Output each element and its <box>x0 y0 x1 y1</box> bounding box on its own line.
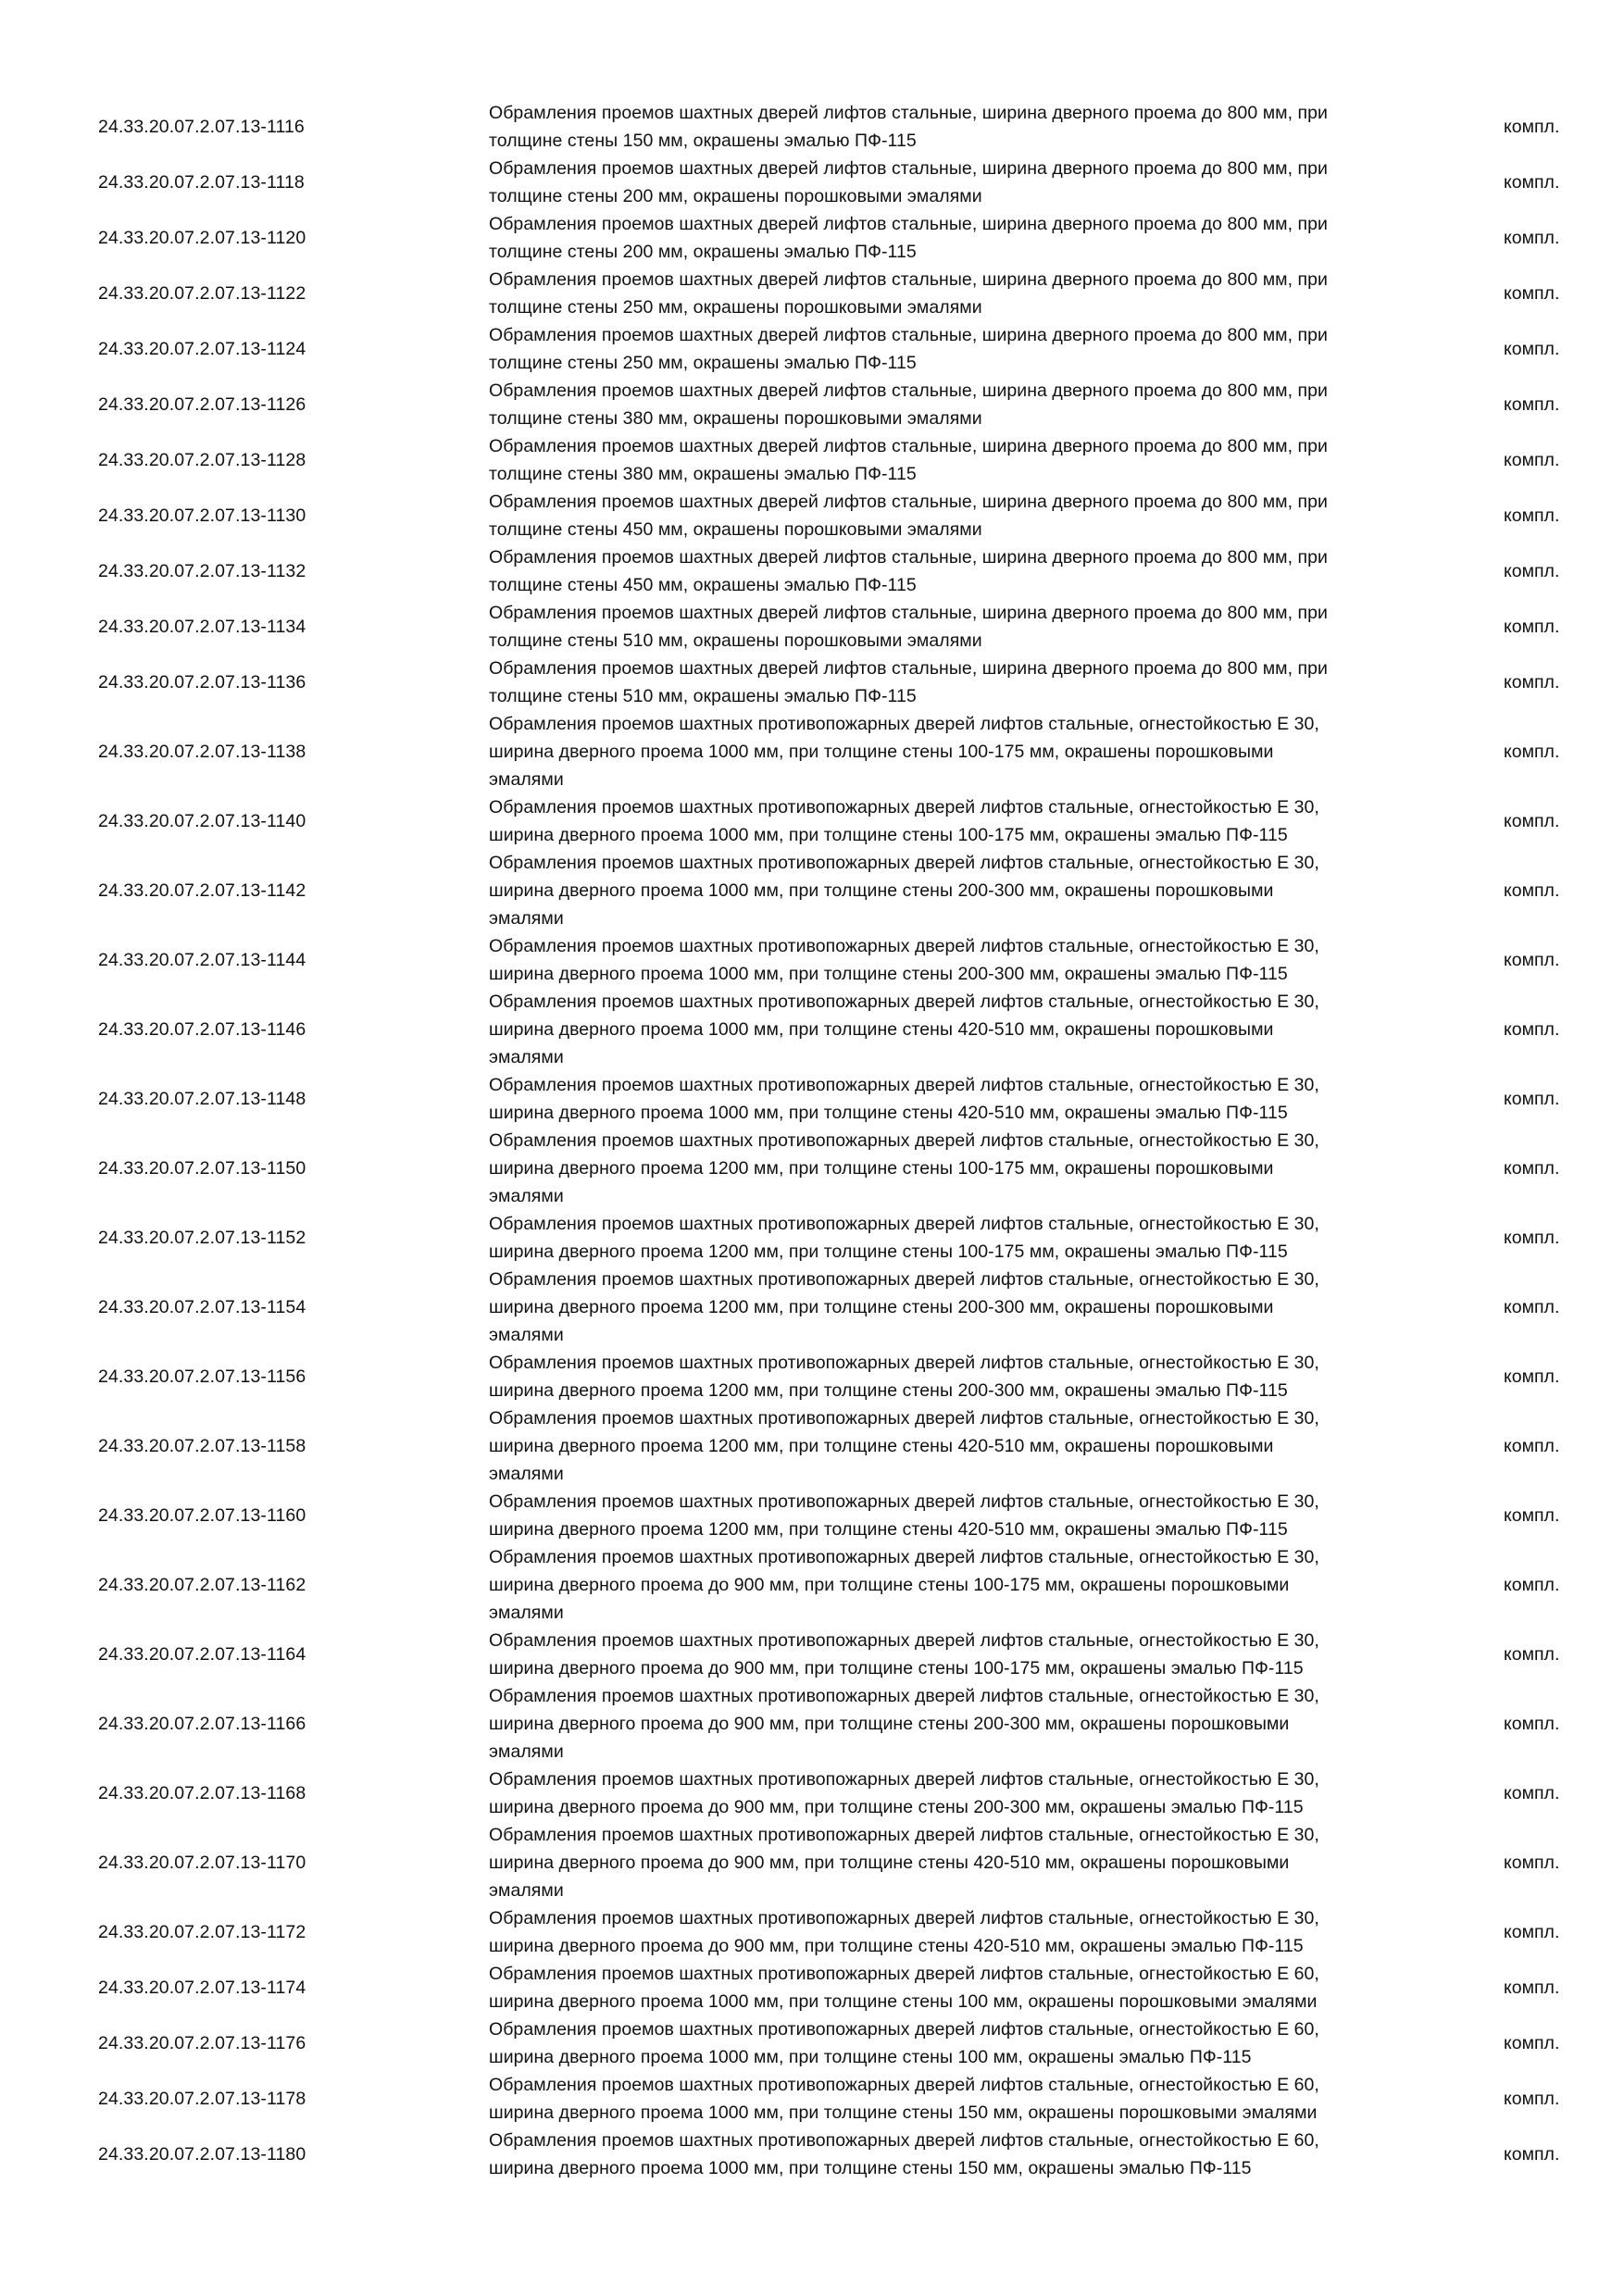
unit-of-measure: компл. <box>1504 742 1560 762</box>
table-row <box>0 1960 1624 2015</box>
unit-of-measure: компл. <box>1504 1158 1560 1179</box>
table-row <box>0 266 1624 321</box>
description-line: Обрамления проемов шахтных дверей лифтов стальные, ширина дверного проема до 800 мм, при <box>489 547 1328 568</box>
resource-code: 24.33.20.07.2.07.13-1150 <box>98 1158 306 1179</box>
unit-of-measure: компл. <box>1504 1853 1560 1873</box>
description-line: толщине стены 250 мм, окрашены порошковыми эмалями <box>489 297 982 318</box>
resource-code: 24.33.20.07.2.07.13-1160 <box>98 1505 306 1526</box>
description-line: ширина дверного проема до 900 мм, при толщине стены 420-510 мм, окрашены эмалью ПФ-115 <box>489 1936 1304 1956</box>
table-row <box>0 377 1624 432</box>
table-row <box>0 321 1624 377</box>
table-row <box>0 1210 1624 1266</box>
resource-description <box>389 432 1361 488</box>
table-row <box>0 1627 1624 1682</box>
resource-description <box>389 543 1361 599</box>
description-line: толщине стены 150 мм, окрашены эмалью ПФ-115 <box>489 131 917 151</box>
resource-code: 24.33.20.07.2.07.13-1130 <box>98 505 306 526</box>
resource-code: 24.33.20.07.2.07.13-1138 <box>98 742 306 762</box>
description-line: ширина дверного проема 1000 мм, при толщине стены 420-510 мм, окрашены эмалью ПФ-115 <box>489 1103 1288 1123</box>
resource-description <box>389 932 1361 988</box>
table-row <box>0 1488 1624 1543</box>
unit-of-measure: компл. <box>1504 1978 1560 1998</box>
description-line: ширина дверного проема до 900 мм, при толщине стены 200-300 мм, окрашены порошковыми <box>489 1714 1290 1734</box>
description-line: ширина дверного проема 1200 мм, при толщине стены 200-300 мм, окрашены эмалью ПФ-115 <box>489 1380 1288 1401</box>
unit-of-measure: компл. <box>1504 1297 1560 1317</box>
unit-of-measure: компл. <box>1504 1089 1560 1109</box>
table-row <box>0 488 1624 543</box>
unit-of-measure: компл. <box>1504 2144 1560 2165</box>
unit-of-measure: компл. <box>1504 811 1560 831</box>
table-row <box>0 1071 1624 1127</box>
description-line: Обрамления проемов шахтных противопожарных дверей лифтов стальные, огнестойкостью Е 30, <box>489 853 1319 873</box>
resource-description <box>389 655 1361 710</box>
description-line: Обрамления проемов шахтных противопожарных дверей лифтов стальные, огнестойкостью Е 30, <box>489 1075 1319 1095</box>
resource-description <box>389 266 1361 321</box>
unit-of-measure: компл. <box>1504 394 1560 415</box>
description-line: Обрамления проемов шахтных противопожарных дверей лифтов стальные, огнестойкостью Е 60, <box>489 2130 1319 2151</box>
table-row <box>0 1404 1624 1488</box>
description-line: толщине стены 450 мм, окрашены порошковыми эмалями <box>489 519 982 540</box>
unit-of-measure: компл. <box>1504 339 1560 359</box>
resource-description <box>389 377 1361 432</box>
description-line: ширина дверного проема 1000 мм, при толщине стены 100-175 мм, окрашены эмалью ПФ-115 <box>489 825 1288 845</box>
resource-code: 24.33.20.07.2.07.13-1158 <box>98 1436 306 1456</box>
resource-description <box>389 1488 1361 1543</box>
table-row <box>0 710 1624 793</box>
unit-of-measure: компл. <box>1504 450 1560 470</box>
table-row <box>0 1266 1624 1349</box>
description-line: Обрамления проемов шахтных противопожарных дверей лифтов стальные, огнестойкостью Е 30, <box>489 1547 1319 1567</box>
unit-of-measure: компл. <box>1504 1366 1560 1387</box>
table-row <box>0 1904 1624 1960</box>
resource-code: 24.33.20.07.2.07.13-1146 <box>98 1019 306 1040</box>
description-line: Обрамления проемов шахтных дверей лифтов стальные, ширина дверного проема до 800 мм, при <box>489 269 1328 290</box>
table-row <box>0 655 1624 710</box>
resource-code: 24.33.20.07.2.07.13-1118 <box>98 172 305 193</box>
description-line: Обрамления проемов шахтных противопожарных дверей лифтов стальные, огнестойкостью Е 30, <box>489 1214 1319 1234</box>
table-row <box>0 849 1624 932</box>
table-row <box>0 932 1624 988</box>
resource-description <box>389 710 1361 793</box>
resource-code: 24.33.20.07.2.07.13-1174 <box>98 1978 306 1998</box>
unit-of-measure: компл. <box>1504 2089 1560 2109</box>
resource-code: 24.33.20.07.2.07.13-1178 <box>98 2089 306 2109</box>
description-line: Обрамления проемов шахтных дверей лифтов стальные, ширина дверного проема до 800 мм, при <box>489 436 1328 456</box>
unit-of-measure: компл. <box>1504 228 1560 248</box>
resource-code: 24.33.20.07.2.07.13-1170 <box>98 1853 306 1873</box>
table-row <box>0 988 1624 1071</box>
resource-description <box>389 1766 1361 1821</box>
description-line: Обрамления проемов шахтных дверей лифтов стальные, ширина дверного проема до 800 мм, при <box>489 325 1328 345</box>
resource-description <box>389 155 1361 210</box>
description-line: Обрамления проемов шахтных дверей лифтов стальные, ширина дверного проема до 800 мм, при <box>489 381 1328 401</box>
description-line: Обрамления проемов шахтных противопожарных дверей лифтов стальные, огнестойкостью Е 30, <box>489 1686 1319 1706</box>
resource-code: 24.33.20.07.2.07.13-1162 <box>98 1575 306 1595</box>
table-row <box>0 1821 1624 1904</box>
resource-description <box>389 1127 1361 1210</box>
resource-code: 24.33.20.07.2.07.13-1168 <box>98 1783 306 1803</box>
resource-description <box>389 1821 1361 1904</box>
description-line: толщине стены 380 мм, окрашены эмалью ПФ-115 <box>489 464 917 484</box>
description-line: Обрамления проемов шахтных дверей лифтов стальные, ширина дверного проема до 800 мм, при <box>489 103 1328 123</box>
resource-code: 24.33.20.07.2.07.13-1140 <box>98 811 306 831</box>
unit-of-measure: компл. <box>1504 505 1560 526</box>
resource-description <box>389 2127 1361 2182</box>
table-row <box>0 2071 1624 2127</box>
description-line: эмалями <box>489 1880 564 1901</box>
resource-description <box>389 988 1361 1071</box>
description-line: ширина дверного проема 1200 мм, при толщине стены 420-510 мм, окрашены порошковыми <box>489 1436 1274 1456</box>
description-line: Обрамления проемов шахтных противопожарных дверей лифтов стальные, огнестойкостью Е 30, <box>489 1408 1319 1429</box>
resource-code: 24.33.20.07.2.07.13-1164 <box>98 1644 306 1665</box>
unit-of-measure: компл. <box>1504 1783 1560 1803</box>
table-row <box>0 1766 1624 1821</box>
description-line: Обрамления проемов шахтных противопожарных дверей лифтов стальные, огнестойкостью Е 30, <box>489 1825 1319 1845</box>
resource-code: 24.33.20.07.2.07.13-1136 <box>98 672 306 693</box>
description-line: толщине стены 250 мм, окрашены эмалью ПФ-115 <box>489 353 917 373</box>
resource-code: 24.33.20.07.2.07.13-1128 <box>98 450 306 470</box>
description-line: эмалями <box>489 769 564 790</box>
resource-description <box>389 849 1361 932</box>
description-line: эмалями <box>489 1603 564 1623</box>
table-row <box>0 210 1624 266</box>
table-row <box>0 432 1624 488</box>
description-line: толщине стены 450 мм, окрашены эмалью ПФ-115 <box>489 575 917 595</box>
unit-of-measure: компл. <box>1504 1644 1560 1665</box>
unit-of-measure: компл. <box>1504 1228 1560 1248</box>
resource-code: 24.33.20.07.2.07.13-1180 <box>98 2144 306 2165</box>
resource-table <box>0 99 1624 2182</box>
description-line: ширина дверного проема до 900 мм, при толщине стены 100-175 мм, окрашены эмалью ПФ-115 <box>489 1658 1304 1678</box>
table-row <box>0 1543 1624 1627</box>
description-line: толщине стены 510 мм, окрашены эмалью ПФ-115 <box>489 686 917 706</box>
description-line: Обрамления проемов шахтных противопожарных дверей лифтов стальные, огнестойкостью Е 30, <box>489 797 1319 817</box>
unit-of-measure: компл. <box>1504 561 1560 581</box>
resource-code: 24.33.20.07.2.07.13-1166 <box>98 1714 306 1734</box>
description-line: Обрамления проемов шахтных противопожарных дверей лифтов стальные, огнестойкостью Е 30, <box>489 714 1319 734</box>
unit-of-measure: компл. <box>1504 672 1560 693</box>
description-line: толщине стены 510 мм, окрашены порошковыми эмалями <box>489 630 982 651</box>
description-line: ширина дверного проема 1000 мм, при толщине стены 100 мм, окрашены порошковыми эмалями <box>489 1991 1318 2012</box>
resource-description <box>389 1627 1361 1682</box>
description-line: ширина дверного проема до 900 мм, при толщине стены 420-510 мм, окрашены порошковыми <box>489 1853 1290 1873</box>
resource-description <box>389 793 1361 849</box>
table-row <box>0 2127 1624 2182</box>
resource-description <box>389 1682 1361 1766</box>
resource-code: 24.33.20.07.2.07.13-1154 <box>98 1297 306 1317</box>
resource-code: 24.33.20.07.2.07.13-1122 <box>98 283 306 304</box>
resource-code: 24.33.20.07.2.07.13-1144 <box>98 950 306 970</box>
resource-description <box>389 1349 1361 1404</box>
unit-of-measure: компл. <box>1504 172 1560 193</box>
resource-code: 24.33.20.07.2.07.13-1176 <box>98 2033 306 2053</box>
description-line: Обрамления проемов шахтных дверей лифтов стальные, ширина дверного проема до 800 мм, при <box>489 492 1328 512</box>
resource-description <box>389 1266 1361 1349</box>
description-line: ширина дверного проема 1200 мм, при толщине стены 100-175 мм, окрашены эмалью ПФ-115 <box>489 1242 1288 1262</box>
description-line: ширина дверного проема 1000 мм, при толщине стены 420-510 мм, окрашены порошковыми <box>489 1019 1274 1040</box>
description-line: ширина дверного проема 1000 мм, при толщине стены 200-300 мм, окрашены порошковыми <box>489 880 1274 901</box>
description-line: Обрамления проемов шахтных противопожарных дверей лифтов стальные, огнестойкостью Е 30, <box>489 1353 1319 1373</box>
description-line: Обрамления проемов шахтных противопожарных дверей лифтов стальные, огнестойкостью Е 30, <box>489 1130 1319 1151</box>
resource-description <box>389 1960 1361 2015</box>
description-line: эмалями <box>489 1741 564 1762</box>
description-line: Обрамления проемов шахтных противопожарных дверей лифтов стальные, огнестойкостью Е 60, <box>489 2075 1319 2095</box>
unit-of-measure: компл. <box>1504 880 1560 901</box>
description-line: Обрамления проемов шахтных дверей лифтов стальные, ширина дверного проема до 800 мм, при <box>489 603 1328 623</box>
description-line: Обрамления проемов шахтных противопожарных дверей лифтов стальные, огнестойкостью Е 30, <box>489 1630 1319 1651</box>
resource-description <box>389 599 1361 655</box>
description-line: ширина дверного проема до 900 мм, при толщине стены 200-300 мм, окрашены эмалью ПФ-115 <box>489 1797 1304 1817</box>
resource-description <box>389 1210 1361 1266</box>
table-row <box>0 543 1624 599</box>
description-line: Обрамления проемов шахтных противопожарных дверей лифтов стальные, огнестойкостью Е 30, <box>489 992 1319 1012</box>
description-line: ширина дверного проема 1000 мм, при толщине стены 200-300 мм, окрашены эмалью ПФ-115 <box>489 964 1288 984</box>
unit-of-measure: компл. <box>1504 1714 1560 1734</box>
table-row <box>0 793 1624 849</box>
description-line: Обрамления проемов шахтных дверей лифтов стальные, ширина дверного проема до 800 мм, при <box>489 214 1328 234</box>
description-line: Обрамления проемов шахтных противопожарных дверей лифтов стальные, огнестойкостью Е 30, <box>489 1491 1319 1512</box>
resource-description <box>389 2071 1361 2127</box>
unit-of-measure: компл. <box>1504 1505 1560 1526</box>
resource-description <box>389 1071 1361 1127</box>
resource-description <box>389 2015 1361 2071</box>
description-line: эмалями <box>489 1186 564 1206</box>
resource-code: 24.33.20.07.2.07.13-1134 <box>98 617 306 637</box>
description-line: толщине стены 380 мм, окрашены порошковыми эмалями <box>489 408 982 429</box>
resource-code: 24.33.20.07.2.07.13-1116 <box>98 117 305 137</box>
resource-code: 24.33.20.07.2.07.13-1120 <box>98 228 306 248</box>
resource-code: 24.33.20.07.2.07.13-1142 <box>98 880 306 901</box>
table-row <box>0 99 1624 155</box>
resource-code: 24.33.20.07.2.07.13-1172 <box>98 1922 306 1942</box>
unit-of-measure: компл. <box>1504 283 1560 304</box>
unit-of-measure: компл. <box>1504 1922 1560 1942</box>
unit-of-measure: компл. <box>1504 617 1560 637</box>
description-line: ширина дверного проема до 900 мм, при толщине стены 100-175 мм, окрашены порошковыми <box>489 1575 1290 1595</box>
table-row <box>0 1127 1624 1210</box>
table-row <box>0 2015 1624 2071</box>
description-line: ширина дверного проема 1200 мм, при толщине стены 100-175 мм, окрашены порошковыми <box>489 1158 1274 1179</box>
table-row <box>0 155 1624 210</box>
resource-code: 24.33.20.07.2.07.13-1156 <box>98 1366 306 1387</box>
unit-of-measure: компл. <box>1504 1575 1560 1595</box>
description-line: Обрамления проемов шахтных дверей лифтов стальные, ширина дверного проема до 800 мм, при <box>489 658 1328 679</box>
description-line: Обрамления проемов шахтных противопожарных дверей лифтов стальные, огнестойкостью Е 60, <box>489 2019 1319 2040</box>
description-line: ширина дверного проема 1000 мм, при толщине стены 100-175 мм, окрашены порошковыми <box>489 742 1274 762</box>
table-row <box>0 1349 1624 1404</box>
unit-of-measure: компл. <box>1504 2033 1560 2053</box>
description-line: Обрамления проемов шахтных противопожарных дверей лифтов стальные, огнестойкостью Е 60, <box>489 1964 1319 1984</box>
resource-code: 24.33.20.07.2.07.13-1148 <box>98 1089 306 1109</box>
resource-code: 24.33.20.07.2.07.13-1152 <box>98 1228 306 1248</box>
resource-description <box>389 1404 1361 1488</box>
table-row <box>0 599 1624 655</box>
description-line: эмалями <box>489 1325 564 1345</box>
description-line: Обрамления проемов шахтных дверей лифтов стальные, ширина дверного проема до 800 мм, при <box>489 158 1328 179</box>
description-line: ширина дверного проема 1200 мм, при толщине стены 420-510 мм, окрашены эмалью ПФ-115 <box>489 1519 1288 1540</box>
resource-description <box>389 488 1361 543</box>
resource-code: 24.33.20.07.2.07.13-1132 <box>98 561 306 581</box>
description-line: Обрамления проемов шахтных противопожарных дверей лифтов стальные, огнестойкостью Е 30, <box>489 1769 1319 1790</box>
description-line: Обрамления проемов шахтных противопожарных дверей лифтов стальные, огнестойкостью Е 30, <box>489 1908 1319 1928</box>
resource-description <box>389 99 1361 155</box>
resource-description <box>389 1904 1361 1960</box>
resource-description <box>389 210 1361 266</box>
table-row <box>0 1682 1624 1766</box>
description-line: эмалями <box>489 1047 564 1067</box>
description-line: ширина дверного проема 1200 мм, при толщине стены 200-300 мм, окрашены порошковыми <box>489 1297 1274 1317</box>
description-line: Обрамления проемов шахтных противопожарных дверей лифтов стальные, огнестойкостью Е 30, <box>489 1269 1319 1290</box>
description-line: Обрамления проемов шахтных противопожарных дверей лифтов стальные, огнестойкостью Е 30, <box>489 936 1319 956</box>
unit-of-measure: компл. <box>1504 117 1560 137</box>
unit-of-measure: компл. <box>1504 950 1560 970</box>
resource-code: 24.33.20.07.2.07.13-1126 <box>98 394 306 415</box>
unit-of-measure: компл. <box>1504 1019 1560 1040</box>
resource-description <box>389 321 1361 377</box>
description-line: толщине стены 200 мм, окрашены эмалью ПФ-115 <box>489 242 917 262</box>
resource-description <box>389 1543 1361 1627</box>
description-line: ширина дверного проема 1000 мм, при толщине стены 100 мм, окрашены эмалью ПФ-115 <box>489 2047 1252 2067</box>
description-line: ширина дверного проема 1000 мм, при толщине стены 150 мм, окрашены порошковыми эмалями <box>489 2103 1318 2123</box>
description-line: эмалями <box>489 908 564 929</box>
description-line: толщине стены 200 мм, окрашены порошковыми эмалями <box>489 186 982 206</box>
unit-of-measure: компл. <box>1504 1436 1560 1456</box>
description-line: эмалями <box>489 1464 564 1484</box>
resource-code: 24.33.20.07.2.07.13-1124 <box>98 339 306 359</box>
description-line: ширина дверного проема 1000 мм, при толщине стены 150 мм, окрашены эмалью ПФ-115 <box>489 2158 1252 2178</box>
